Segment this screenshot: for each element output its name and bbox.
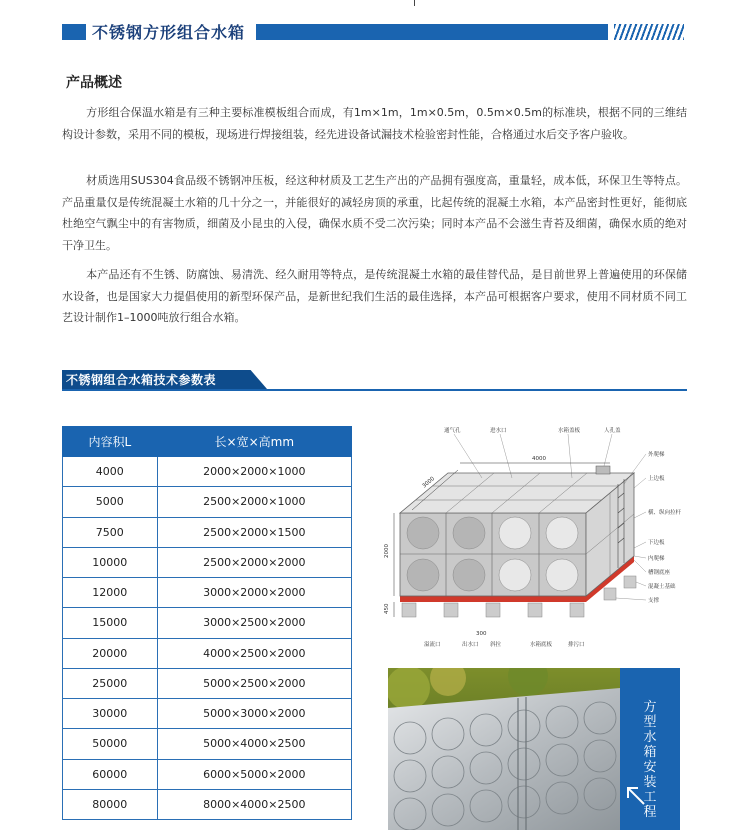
column-header-volume: 内容积L [63, 427, 158, 457]
cell-dimensions: 5000×4000×2500 [157, 729, 351, 759]
page-title: 不锈钢方形组合水箱 [92, 23, 246, 42]
cell-volume: 5000 [63, 487, 158, 517]
cell-dimensions: 6000×5000×2000 [157, 759, 351, 789]
header-bar [256, 24, 608, 40]
overview-title: 产品概述 [66, 75, 122, 91]
table-row [63, 729, 352, 759]
table-row [63, 547, 352, 577]
table-row [63, 638, 352, 668]
cell-dimensions: 2000×2000×1000 [157, 457, 351, 487]
cell-dimensions: 5000×3000×2000 [157, 699, 351, 729]
paragraph-text: 本产品还有不生锈、防腐蚀、易清洗、经久耐用等特点，是传统混凝土水箱的最佳替代品，是目前世界上普遍使用的环保储水设备，也是国家大力提倡使用的新型环保产品，是新世纪我们生活的最佳选择，本产品可根据客户要求，使用不同材质不同工艺设计制作1–1000吨放行组合水箱。 [62, 268, 687, 324]
table-row [63, 578, 352, 608]
dim-height: 2000 [384, 544, 390, 558]
table-row [63, 668, 352, 698]
label-diagonal-brace: 斜拉 [490, 642, 502, 648]
label-bottom-plate: 下边板 [648, 540, 665, 546]
overview-paragraph-3 [62, 264, 687, 329]
cell-dimensions: 2500×2000×2000 [157, 547, 351, 577]
table-title: 不锈钢组合水箱技术参数表 [66, 373, 217, 387]
cell-volume: 30000 [63, 699, 158, 729]
label-cover-plate: 水箱盖板 [558, 428, 581, 434]
overview-paragraph-2 [62, 170, 687, 256]
manhole-cover [596, 466, 610, 474]
installation-photo [388, 668, 620, 830]
cell-volume: 60000 [63, 759, 158, 789]
paragraph-text: 材质选用SUS304食品级不锈钢冲压板，经这种材质及工艺生产出的产品拥有强度高，重量轻，成本低，环保卫生等特点。产品重量仅是传统混凝土水箱的几十分之一，并能很好的减轻房顶的承重，比起传统的混凝土水箱，本产品密封性更好，能彻底杜绝空气飘尘中的有害物质，细菌及小昆虫的入侵，确保水质不受二次污染；同时本产品不会滋生青苔及细菌，确保水质的绝对干净卫生。 [62, 174, 687, 252]
table-header-row [63, 427, 352, 457]
label-tie-rods: 横、纵向拉杆 [648, 510, 682, 516]
table-title-underline [62, 389, 687, 391]
dim-base: 450 [384, 603, 390, 614]
cell-volume: 10000 [63, 547, 158, 577]
tank-front-face [400, 513, 586, 596]
label-inner-ladder: 内爬梯 [648, 556, 665, 562]
cell-dimensions: 3000×2500×2000 [157, 608, 351, 638]
table-row [63, 487, 352, 517]
cell-volume: 15000 [63, 608, 158, 638]
label-concrete-foundation: 混凝土基础 [648, 584, 676, 590]
table-row [63, 789, 352, 819]
photo-caption: 方型水箱安装工程 [643, 700, 657, 820]
table-row [63, 699, 352, 729]
cell-volume: 20000 [63, 638, 158, 668]
cell-volume: 25000 [63, 668, 158, 698]
cell-dimensions: 3000×2000×2000 [157, 578, 351, 608]
overview-paragraph-1 [62, 102, 687, 145]
table-row [63, 457, 352, 487]
label-outer-ladder: 外爬梯 [648, 452, 665, 458]
dim-length: 4000 [532, 456, 546, 462]
column-header-dimensions: 长×宽×高mm [157, 427, 351, 457]
label-channel-base: 槽钢底座 [648, 570, 671, 576]
cell-volume: 80000 [63, 789, 158, 819]
label-inlet: 进水口 [490, 428, 507, 434]
top-tick-mark [414, 0, 415, 6]
cell-volume: 7500 [63, 517, 158, 547]
cell-dimensions: 2500×2000×1500 [157, 517, 351, 547]
cell-dimensions: 5000×2500×2000 [157, 668, 351, 698]
label-manhole: 人孔盖 [604, 428, 621, 434]
header-stripes [614, 24, 684, 40]
cell-dimensions: 8000×4000×2500 [157, 789, 351, 819]
label-overflow: 溢流口 [424, 642, 441, 648]
table-row [63, 759, 352, 789]
cell-dimensions: 2500×2000×1000 [157, 487, 351, 517]
label-outlet: 出水口 [462, 642, 479, 648]
cell-volume: 4000 [63, 457, 158, 487]
header-accent-block [62, 24, 86, 40]
table-body [63, 457, 352, 820]
cell-volume: 12000 [63, 578, 158, 608]
table-row [63, 517, 352, 547]
label-top-plate: 上边板 [648, 476, 665, 482]
label-support: 支撑 [648, 598, 660, 604]
label-bottom-plate-2: 水箱底板 [530, 642, 553, 648]
dim-spacing: 300 [476, 631, 487, 637]
tank-structure-diagram [372, 418, 702, 658]
label-vent: 通气孔 [444, 428, 461, 434]
paragraph-text: 方形组合保温水箱是有三种主要标准模板组合而成，有1m×1m，1m×0.5m，0.5m×0.5m的标准块，根据不同的三维结构设计参数，采用不同的模板，现场进行焊接组装，经先进设备试漏技术检验密封性能，合格通过水后交予客户验收。 [62, 106, 687, 141]
spec-table [62, 426, 352, 820]
label-drain: 排污口 [568, 642, 585, 648]
cell-dimensions: 4000×2500×2000 [157, 638, 351, 668]
table-row [63, 608, 352, 638]
arrow-up-left-icon [624, 784, 648, 808]
dim-width: 3000 [421, 475, 437, 490]
cell-volume: 50000 [63, 729, 158, 759]
